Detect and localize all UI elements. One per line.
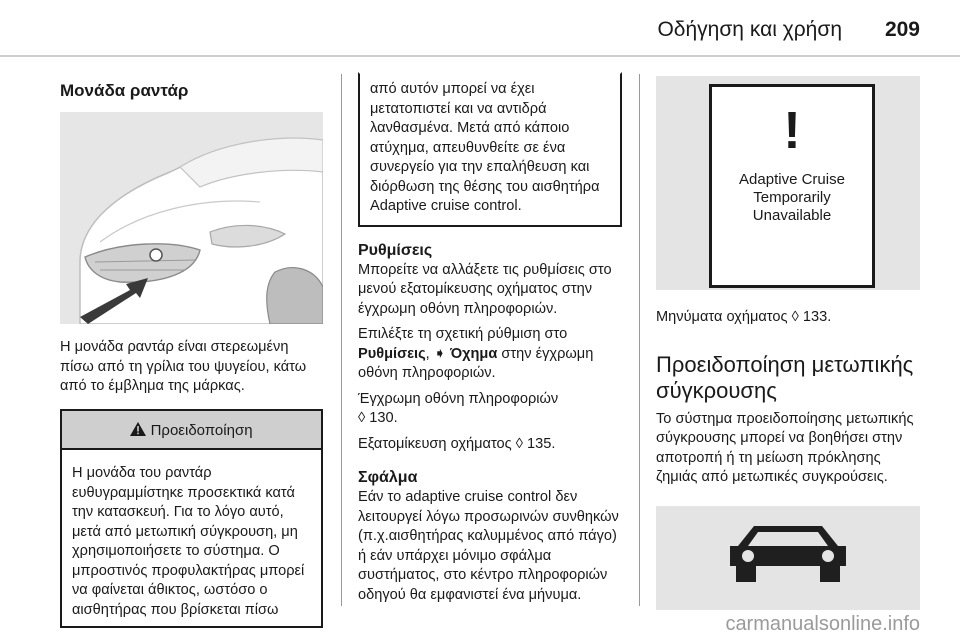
menu-vehicle-label: Όχημα [450,345,498,362]
column-divider-1 [341,74,342,606]
radar-unit-description: Η μονάδα ραντάρ είναι στερεωμένη πίσω από τη γρίλια του ψυγείου, κάτω από το έμβλημα της μάρκας. [60,339,307,394]
display-screen [709,84,875,288]
select-prefix: Επιλέξτε τη σχετική ρύθμιση στο [358,326,568,342]
warning-header [62,411,321,451]
section-title-fault: Σφάλμα [358,469,418,486]
reference-text: Έγχρωμη οθόνη πληροφοριών [358,390,559,407]
menu-settings-label: Ρυθμίσεις [358,345,426,362]
cross-reference-vehicle-messages[interactable]: Μηνύματα οχήματος ◊ 133. [656,309,832,325]
page-header-title: Οδήγηση και χρήση [657,18,842,41]
warning-box-continued: από αυτόν μπορεί να έχει μετατοπιστεί και να αντιδρά λανθασμένα. Μετά από κάποιο ατύχημα, απευθυνθείτε σε ένα συνεργείο για την επαλήθευση και διόρθωση της θέσης του αισθητήρα Adaptive cruise control. [358,72,622,227]
reference-text: Εξατομίκευση οχήματος [358,435,512,452]
reference-page: 133 [802,309,828,325]
fault-text: Εάν το adaptive cruise control δεν λειτουργεί λόγω προσωρινών συνθηκών (π.χ.αισθητήρας καλυμμένος από πάγο) ή εάν υπάρχει μόνιμο σφάλμα συστήματος, στο κέντρο πληροφοριών οδηγού θα εμφανιστεί ένα μήνυμα. [358,489,619,603]
warning-body: Η μονάδα του ραντάρ ευθυγραμμίστηκε προσεκτικά κατά την κατασκευή. Για το λόγο αυτό, μετά από μετωπική σύγκρουση, μη χρησιμοποιήσετε το σύστημα. Ο μπροστινός προφυλακτήρας μπορεί να φαίνεται άθικτος, ωστόσο ο αισθητήρας που βρίσκεται πίσω [72,465,305,618]
menu-arrow-icon: ➧ [433,345,446,362]
settings-select-instruction: Επιλέξτε τη σχετική ρύθμιση στο Ρυθμίσεις, ➧ Όχημα στην έγχρωμη οθόνη πληροφοριών. [358,326,594,381]
forward-collision-car-icon [656,506,920,610]
column-3 [656,74,920,610]
display-line-2: Temporarily [753,189,831,206]
column-2 [358,74,622,611]
warning-header-label: Προειδοποίηση [150,421,253,439]
page-number: 209 [884,18,920,41]
reference-text: Μηνύματα οχήματος [656,309,788,325]
reference-page: 135 [527,435,552,452]
reference-page: 130 [369,410,394,426]
driver-info-display-illustration [656,76,920,290]
watermark: carmanualsonline.info [725,613,920,635]
display-line-1: Adaptive Cruise [739,171,845,188]
select-suffix: στην έγχρωμη οθόνη πληροφοριών. [358,345,594,381]
section-title-radar-unit: Μονάδα ραντάρ [60,81,189,100]
car-front-drawing [60,112,323,324]
section-title-settings: Ρυθμίσεις [358,241,433,259]
cross-reference-personalization[interactable]: Εξατομίκευση οχήματος ◊ 135. [358,435,556,452]
warning-box [60,409,323,629]
radar-unit-car-illustration [60,112,323,324]
reference-icon: ◊ [791,309,799,325]
cross-reference-info-display[interactable]: Έγχρωμη οθόνη πληροφοριών ◊ 130. [358,390,559,426]
header-rule [0,55,960,57]
reference-icon: ◊ [515,435,523,452]
forward-collision-text: Το σύστημα προειδοποίησης μετωπικής σύγκρουσης μπορεί να βοηθήσει στην αποτροπή ή τη μείωση πρόκλησης ζημιάς από μετωπικές συγκρούσεις. [656,410,914,485]
reference-icon: ◊ [358,410,366,426]
column-divider-2 [639,74,640,606]
exclamation-icon: ! [783,102,801,160]
display-line-3: Unavailable [752,207,832,224]
column-1 [60,74,323,628]
section-title-forward-collision: Προειδοποίηση μετωπικής σύγκρουσης [656,351,914,403]
warning-triangle-icon [130,422,150,439]
settings-text: Μπορείτε να αλλάξετε τις ρυθμίσεις στο μενού εξατομίκευσης οχήματος στην έγχρωμη οθόνη πληροφοριών. [358,261,612,317]
